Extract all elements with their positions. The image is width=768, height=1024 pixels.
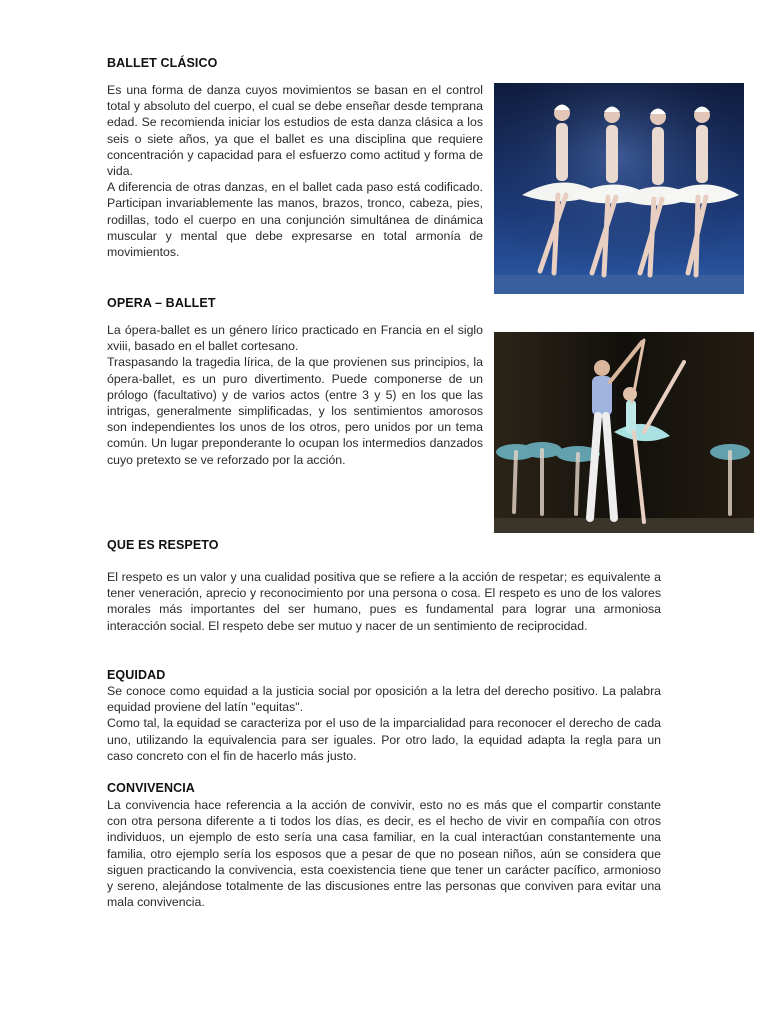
heading-equidad: EQUIDAD: [107, 668, 166, 682]
heading-opera-ballet: OPERA – BALLET: [107, 296, 216, 310]
paragraph-respeto: [107, 569, 661, 634]
respeto-paragraph-1: El respeto es un valor y una cualidad positiva que se refiere a la acción de respetar; es equivalente a tener veneración, aprecio y reconocimiento por una persona o cosa. El respeto es uno de los valores morales más importantes del ser humano, pues es fundamental para lograr una armoniosa interacción social. El respeto debe ser mutuo y nacer de un sentimiento de reciprocidad.: [107, 570, 661, 633]
swan-lake-ballerinas-photo: [494, 83, 744, 294]
equidad-paragraph-2: Como tal, la equidad se caracteriza por el uso de la imparcialidad para reconocer el derecho de cada uno, utilizando la equivalencia para ser iguales. Por otro lado, la equidad adapta la regla para un caso concreto con el fin de hacerlo más justo.: [107, 716, 661, 763]
swan-lake-ballerinas-image: [494, 83, 744, 294]
heading-que-es-respeto: QUE ES RESPETO: [107, 538, 219, 552]
ballet-paragraph-1: Es una forma de danza cuyos movimientos se basan en el control total y absoluto del cuerpo, el cual se debe enseñar desde temprana edad. Se recomienda iniciar los estudios de esta danza clásica a los seis o siete años, ya que el ballet es una disciplina que requiere concentración y capacidad para el esfuerzo como actitud y forma de vida.: [107, 83, 483, 179]
paragraph-ballet-clasico: [107, 82, 483, 260]
equidad-paragraph-1: Se conoce como equidad a la justicia social por oposición a la letra del derecho positivo. La palabra equidad proviene del latín "equitas".: [107, 684, 661, 715]
opera-paragraph-1: La ópera-ballet es un género lírico practicado en Francia en el siglo xviii, basado en el ballet cortesano.: [107, 323, 483, 354]
pas-de-deux-image: [494, 332, 754, 533]
convivencia-paragraph-1: La convivencia hace referencia a la acción de convivir, esto no es más que el compartir constante con otra persona diferente a ti todos los días, es decir, es el hecho de vivir en compañía con otros individuos, un ejemplo de esto sería una casa familiar, en la cual interactúan constantemente una familia, otro ejemplo sería los esposos que a pesar de que no posean niños, aún se considera que siguen practicando la convivencia, esta coexistencia tiene que tener un carácter pacífico, armonioso y sereno, alejándose totalmente de las discusiones entre las personas que conviven para evitar una mala convivencia.: [107, 798, 661, 910]
paragraph-convivencia: [107, 797, 661, 910]
pas-de-deux-photo: [494, 332, 754, 533]
heading-ballet-clasico: BALLET CLÁSICO: [107, 56, 218, 70]
paragraph-opera-ballet: [107, 322, 483, 468]
heading-convivencia: CONVIVENCIA: [107, 781, 195, 795]
opera-paragraph-2: Traspasando la tragedia lírica, de la que provienen sus principios, la ópera-ballet, es un puro divertimento. Puede componerse de un prólogo (facultativo) y de varios actos (entre 3 y 5) en los que las intrigas, generalmente simplificadas, y los sentimientos amorosos son independientes los unos de los otros, pero unidos por un tema común. Un lugar preponderante lo ocupan los intermedios danzados cuyo pretexto se ve reforzado por la acción.: [107, 355, 483, 467]
ballet-paragraph-2: A diferencia de otras danzas, en el ballet cada paso está codificado. Participan invariablemente las manos, brazos, tronco, cabeza, pies, rodillas, todo el cuerpo en una conjunción simultánea de dinámica muscular y mental que debe expresarse en total armonía de movimientos.: [107, 180, 483, 260]
paragraph-equidad: [107, 683, 661, 764]
